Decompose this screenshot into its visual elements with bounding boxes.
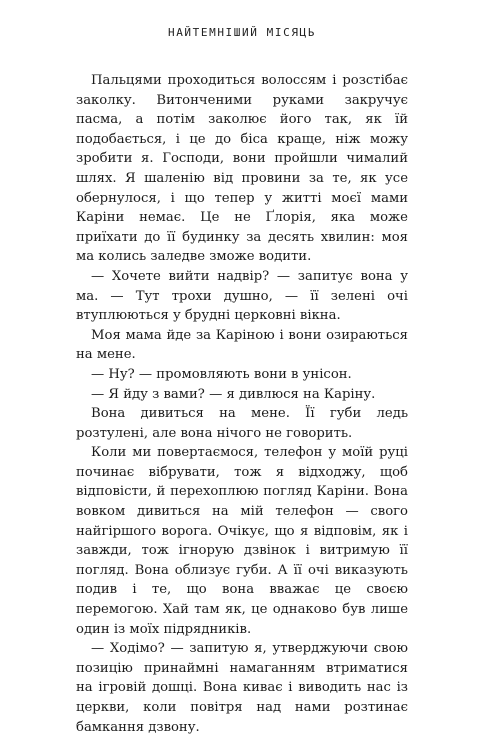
paragraph: — Ходімо? — запитую я, утверджуючи свою позицію принаймні намаганням втриматися на ігровій дошці. Вона киває і виводить нас із церкви, коли повітря над нами розтинає бамкання дзвону.	[76, 641, 408, 735]
paragraph: Пальцями проходиться волоссям і розстібає заколку. Витонченими руками закручує пасма, а потім заколює його так, як їй подобається, і це до біса краще, ніж можу зробити я. Господи, вони пройшли чималий шлях. Я шаленію від провини за те, як усе обернулося, і що тепер у житті моєї мами Каріни немає. Це не Ґлорія, яка може приїхати до її будинку за десять хвилин: моя ма колись заледве зможе водити.	[76, 73, 408, 265]
paragraph: Коли ми повертаємося, телефон у моїй руці починає вібрувати, тож я відходжу, щоб відповісти, й перехоплюю погляд Каріни. Вона вовком дивиться на мій телефон — свого найгіршого ворога. Очікує, що я відповім, як і завжди, тож ігнорую дзвінок і витримую її погляд. Вона облизує губи. А її очі виказують подив і те, що вона вважає це своєю перемогою. Хай там як, це однаково був лише один із моїх підрядників.	[76, 445, 408, 637]
paragraph: Моя мама йде за Каріною і вони озираються на мене.	[76, 327, 408, 363]
paragraph: — Ну? — промовляють вони в унісон.	[91, 366, 352, 382]
page-body	[76, 71, 408, 737]
paragraph: — Хочете вийти надвір? — запитує вона у ма. — Тут трохи душно, — її зелені очі втуплюються у брудні церковні вікна.	[76, 268, 408, 324]
paragraph: Вона дивиться на мене. Її губи ледь розтулені, але вона нічого не говорить.	[76, 406, 408, 441]
running-header: НАЙТЕМНІШИЙ МІСЯЦЬ	[167, 26, 316, 39]
paragraph: — Я йду з вами? — я дивлюся на Каріну.	[91, 386, 376, 402]
